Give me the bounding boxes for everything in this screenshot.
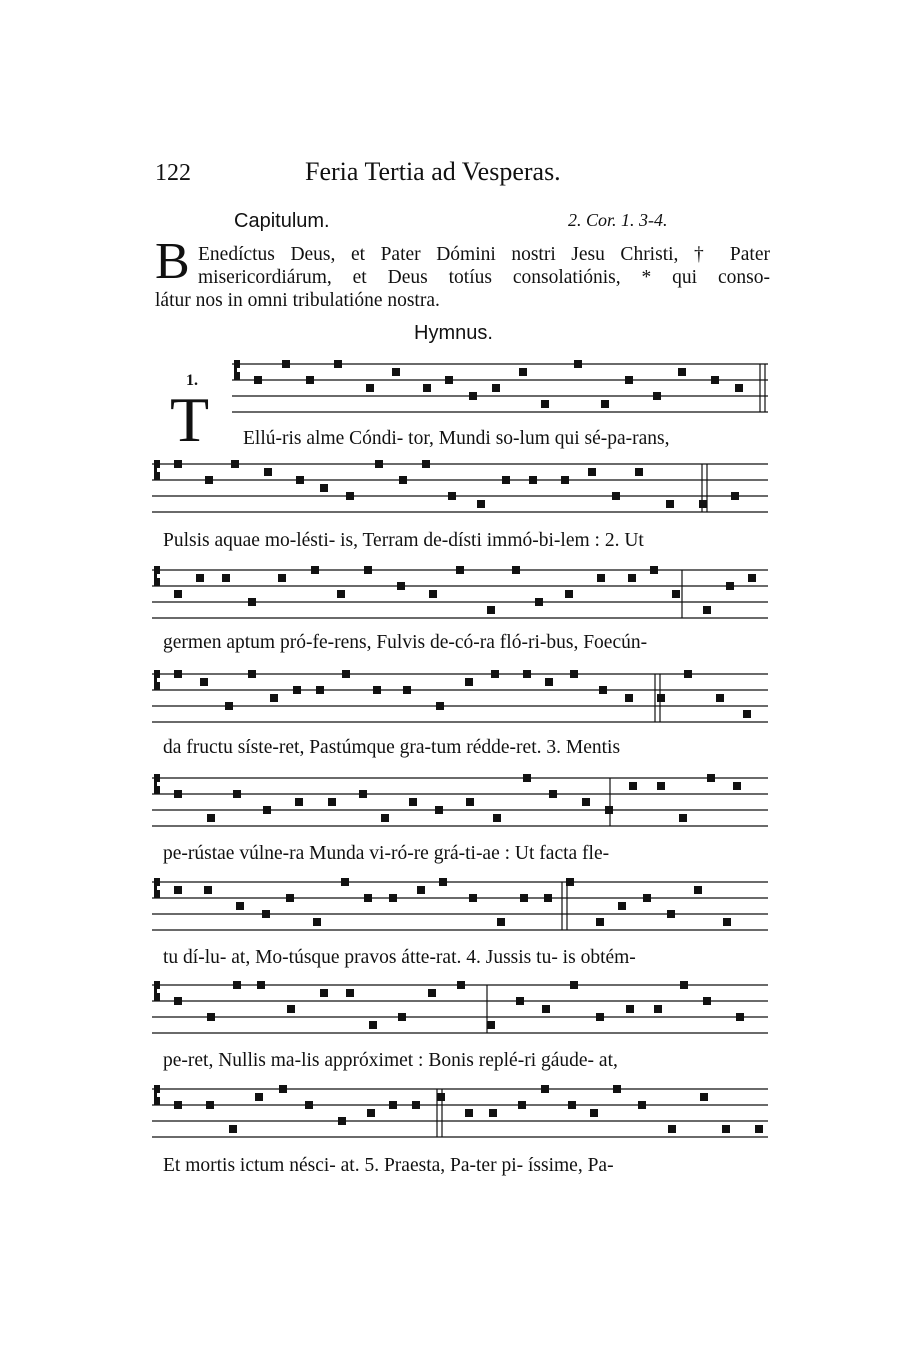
neume-note xyxy=(722,1125,730,1133)
lyric-line-3: germen aptum pró-fe-rens, Fulvis de-có-ra fló-ri-bus, Foecún- xyxy=(163,632,648,653)
neume-note xyxy=(694,886,702,894)
neume-note xyxy=(346,989,354,997)
neume-note xyxy=(716,694,724,702)
neume-note xyxy=(638,1101,646,1109)
neume-note xyxy=(542,1005,550,1013)
page-number: 122 xyxy=(155,160,191,186)
neume-note xyxy=(409,798,417,806)
neume-note xyxy=(399,476,407,484)
neume-note xyxy=(341,878,349,886)
neume-note xyxy=(262,910,270,918)
neume-note xyxy=(469,392,477,400)
neume-note xyxy=(597,574,605,582)
neume-note xyxy=(320,989,328,997)
neume-note xyxy=(423,384,431,392)
neume-note xyxy=(590,1109,598,1117)
neume-note xyxy=(625,694,633,702)
neume-note xyxy=(282,360,290,368)
staff-2 xyxy=(152,460,768,512)
neume-note xyxy=(296,476,304,484)
neume-note xyxy=(535,598,543,606)
capitulum-line-2: misericordiárum, et Deus totíus consolatiónis, * qui conso- xyxy=(198,267,770,288)
neume-note xyxy=(200,678,208,686)
neume-note xyxy=(653,392,661,400)
neume-note xyxy=(248,598,256,606)
scripture-reference: 2. Cor. 1. 3-4. xyxy=(568,210,668,230)
neume-note xyxy=(650,566,658,574)
neume-note xyxy=(497,918,505,926)
neume-note xyxy=(516,997,524,1005)
neume-note xyxy=(599,686,607,694)
neume-note xyxy=(654,1005,662,1013)
neume-note xyxy=(264,468,272,476)
neume-note xyxy=(544,894,552,902)
neume-note xyxy=(429,590,437,598)
neume-note xyxy=(629,782,637,790)
hymnus-heading: Hymnus. xyxy=(414,322,493,344)
staff-7 xyxy=(152,981,768,1033)
lyric-line-1: Ellú-ris alme Cóndi- tor, Mundi so-lum qui sé-pa-rans, xyxy=(243,428,670,449)
neume-note xyxy=(541,1085,549,1093)
neume-note xyxy=(529,476,537,484)
neume-note xyxy=(456,566,464,574)
neume-note xyxy=(392,368,400,376)
neume-note xyxy=(279,1085,287,1093)
neume-note xyxy=(493,814,501,822)
neume-note xyxy=(628,574,636,582)
neume-note xyxy=(428,989,436,997)
lyric-line-7: pe-ret, Nullis ma-lis appróximet : Bonis replé-ri gáude- at, xyxy=(163,1050,618,1071)
neume-note xyxy=(519,368,527,376)
neume-note xyxy=(570,981,578,989)
neume-note xyxy=(313,918,321,926)
neume-note xyxy=(248,670,256,678)
neume-note xyxy=(596,1013,604,1021)
neume-note xyxy=(541,400,549,408)
neume-note xyxy=(492,384,500,392)
neume-note xyxy=(469,894,477,902)
neume-note xyxy=(566,878,574,886)
staff-3 xyxy=(152,566,768,618)
neume-note xyxy=(635,468,643,476)
capitulum-line-1: Enedíctus Deus, et Pater Dómini nostri Jesu Christi, † Pater xyxy=(198,244,770,265)
neume-note xyxy=(334,360,342,368)
neume-note xyxy=(263,806,271,814)
neume-note xyxy=(613,1085,621,1093)
neume-note xyxy=(422,460,430,468)
neume-note xyxy=(703,606,711,614)
neume-note xyxy=(723,918,731,926)
neume-note xyxy=(570,670,578,678)
drop-capital-t: T xyxy=(170,384,210,455)
neume-note xyxy=(174,460,182,468)
neume-note xyxy=(337,590,345,598)
neume-note xyxy=(466,798,474,806)
lyric-line-5: pe-rústae vúlne-ra Munda vi-ró-re grá-ti-ae : Ut facta fle- xyxy=(163,843,610,864)
c-clef-icon xyxy=(154,878,160,898)
neume-note xyxy=(703,997,711,1005)
neume-note xyxy=(381,814,389,822)
neume-note xyxy=(287,1005,295,1013)
neume-note xyxy=(207,1013,215,1021)
c-clef-icon xyxy=(234,360,240,380)
neume-note xyxy=(743,710,751,718)
neume-note xyxy=(699,500,707,508)
neume-note xyxy=(520,894,528,902)
neume-note xyxy=(231,460,239,468)
neume-note xyxy=(657,782,665,790)
neume-note xyxy=(389,1101,397,1109)
staff-8 xyxy=(152,1085,768,1137)
neume-note xyxy=(293,686,301,694)
neume-note xyxy=(286,894,294,902)
neume-note xyxy=(328,798,336,806)
capitulum-line-3: látur nos in omni tribulatióne nostra. xyxy=(155,290,440,311)
neume-note xyxy=(605,806,613,814)
c-clef-icon xyxy=(154,1085,160,1105)
neume-note xyxy=(518,1101,526,1109)
neume-note xyxy=(439,878,447,886)
neume-note xyxy=(174,997,182,1005)
neume-note xyxy=(222,574,230,582)
staff-4 xyxy=(152,670,768,722)
neume-note xyxy=(477,500,485,508)
neume-note xyxy=(206,1101,214,1109)
neume-note xyxy=(618,902,626,910)
neume-note xyxy=(612,492,620,500)
neume-note xyxy=(174,886,182,894)
neume-note xyxy=(465,678,473,686)
lyric-line-2: Pulsis aquae mo-lésti- is, Terram de-dísti immó-bi-lem : 2. Ut xyxy=(163,530,644,551)
neume-note xyxy=(196,574,204,582)
neume-note xyxy=(316,686,324,694)
lyric-line-6: tu dí-lu- at, Mo-túsque pravos átte-rat. 4. Jussis tu- is obtém- xyxy=(163,947,636,968)
c-clef-icon xyxy=(154,566,160,586)
neume-note xyxy=(338,1117,346,1125)
neume-note xyxy=(375,460,383,468)
neume-note xyxy=(174,670,182,678)
neume-note xyxy=(684,670,692,678)
neume-note xyxy=(735,384,743,392)
neume-note xyxy=(465,1109,473,1117)
neume-note xyxy=(207,814,215,822)
neume-note xyxy=(204,886,212,894)
neume-note xyxy=(205,476,213,484)
neume-note xyxy=(588,468,596,476)
neume-note xyxy=(436,702,444,710)
neume-note xyxy=(574,360,582,368)
neume-note xyxy=(643,894,651,902)
neume-note xyxy=(270,694,278,702)
neume-note xyxy=(367,1109,375,1117)
neume-note xyxy=(295,798,303,806)
neume-note xyxy=(174,790,182,798)
neume-note xyxy=(601,400,609,408)
neume-note xyxy=(582,798,590,806)
neume-note xyxy=(549,790,557,798)
neume-note xyxy=(342,670,350,678)
neume-note xyxy=(412,1101,420,1109)
capitulum-heading: Capitulum. xyxy=(234,210,330,232)
neume-note xyxy=(568,1101,576,1109)
neume-note xyxy=(233,790,241,798)
c-clef-icon xyxy=(154,670,160,690)
neume-note xyxy=(733,782,741,790)
neume-note xyxy=(366,384,374,392)
neume-note xyxy=(398,1013,406,1021)
staff-6 xyxy=(152,878,768,930)
neume-note xyxy=(445,376,453,384)
neume-note xyxy=(437,1093,445,1101)
neume-note xyxy=(278,574,286,582)
neume-note xyxy=(236,902,244,910)
neume-note xyxy=(487,1021,495,1029)
neume-note xyxy=(255,1093,263,1101)
running-title: Feria Tertia ad Vesperas. xyxy=(305,157,561,186)
neume-note xyxy=(736,1013,744,1021)
neume-note xyxy=(373,686,381,694)
neume-note xyxy=(565,590,573,598)
neume-note xyxy=(320,484,328,492)
neume-note xyxy=(678,368,686,376)
neume-note xyxy=(667,910,675,918)
neume-note xyxy=(457,981,465,989)
neume-note xyxy=(666,500,674,508)
neume-note xyxy=(491,670,499,678)
neume-note xyxy=(229,1125,237,1133)
neume-note xyxy=(369,1021,377,1029)
neume-note xyxy=(731,492,739,500)
c-clef-icon xyxy=(154,981,160,1001)
neume-note xyxy=(435,806,443,814)
neume-note xyxy=(174,590,182,598)
neume-note xyxy=(403,686,411,694)
neume-note xyxy=(626,1005,634,1013)
neume-note xyxy=(311,566,319,574)
neume-note xyxy=(672,590,680,598)
neume-note xyxy=(306,376,314,384)
neume-note xyxy=(680,981,688,989)
neume-note xyxy=(711,376,719,384)
neume-note xyxy=(448,492,456,500)
neume-note xyxy=(625,376,633,384)
neume-note xyxy=(707,774,715,782)
neume-note xyxy=(389,894,397,902)
c-clef-icon xyxy=(154,774,160,794)
drop-capital-b: B xyxy=(155,233,190,290)
neume-note xyxy=(487,606,495,614)
neume-note xyxy=(233,981,241,989)
neume-note xyxy=(755,1125,763,1133)
neume-note xyxy=(417,886,425,894)
c-clef-icon xyxy=(154,460,160,480)
neume-note xyxy=(225,702,233,710)
neume-note xyxy=(657,694,665,702)
neume-note xyxy=(257,981,265,989)
neume-note xyxy=(748,574,756,582)
neume-note xyxy=(359,790,367,798)
neume-note xyxy=(700,1093,708,1101)
neume-note xyxy=(254,376,262,384)
staff-5 xyxy=(152,774,768,826)
neume-note xyxy=(726,582,734,590)
neume-note xyxy=(545,678,553,686)
neume-note xyxy=(489,1109,497,1117)
staff-1 xyxy=(232,360,768,412)
neume-note xyxy=(668,1125,676,1133)
neume-note xyxy=(174,1101,182,1109)
neume-note xyxy=(364,566,372,574)
neume-note xyxy=(502,476,510,484)
lyric-line-8: Et mortis ictum nésci- at. 5. Praesta, Pa-ter pi- íssime, Pa- xyxy=(163,1155,614,1176)
neume-note xyxy=(397,582,405,590)
neume-note xyxy=(305,1101,313,1109)
neume-note xyxy=(523,670,531,678)
neume-note xyxy=(346,492,354,500)
neume-note xyxy=(512,566,520,574)
neume-note xyxy=(679,814,687,822)
neume-note xyxy=(523,774,531,782)
neume-note xyxy=(561,476,569,484)
lyric-line-4: da fructu síste-ret, Pastúmque gra-tum rédde-ret. 3. Mentis xyxy=(163,737,621,758)
neume-note xyxy=(364,894,372,902)
verse-numeral: 1. xyxy=(186,372,198,389)
neume-note xyxy=(596,918,604,926)
